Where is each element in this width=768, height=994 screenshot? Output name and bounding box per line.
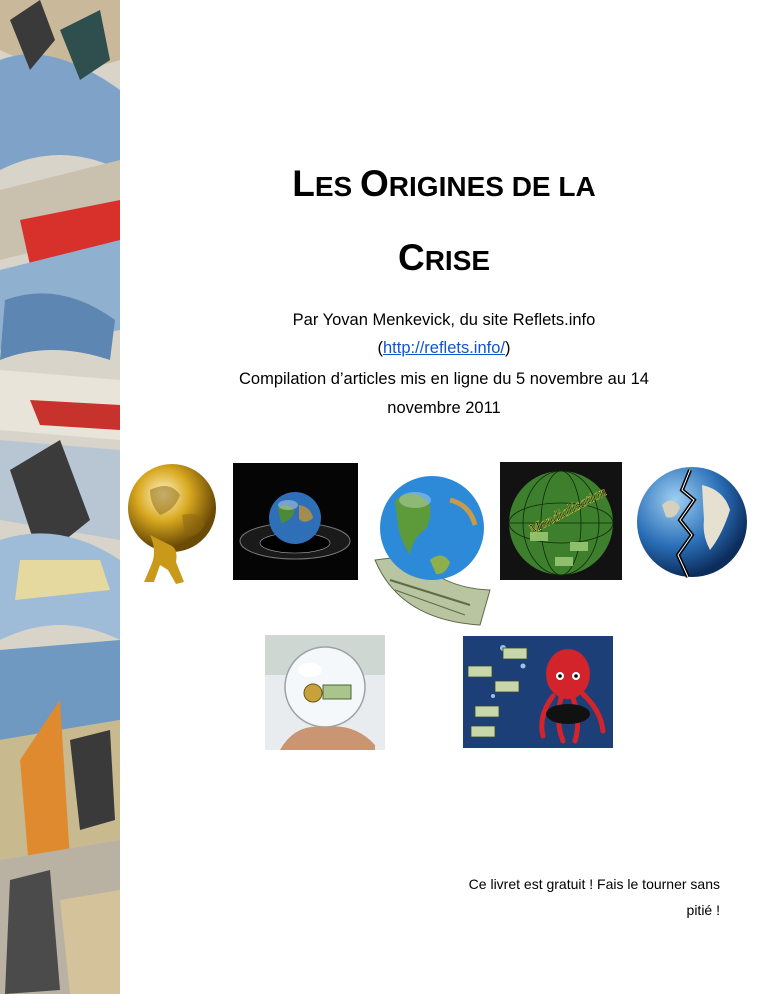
footer-line-2: pitié ! [686, 902, 720, 918]
url-line [120, 335, 768, 362]
cracked-globe-image [632, 465, 750, 580]
reflets-link[interactable]: http://reflets.info/ [383, 339, 505, 357]
mondialisation-label: Mondialisation [526, 484, 610, 539]
crystal-ball-money-image [265, 635, 385, 750]
title-rest-1: ES [314, 171, 361, 202]
title-cap-3: C [397, 237, 425, 278]
document-title-line-2 [120, 237, 768, 279]
mondialisation-money-globe-image [500, 462, 622, 580]
compilation-line-1: Compilation d’articles mis en ligne du 5 novembre au 14 [239, 370, 649, 388]
free-booklet-note [380, 871, 720, 923]
globe-oil-image [233, 463, 358, 580]
footer-line-1: Ce livret est gratuit ! Fais le tourner sans [468, 876, 720, 892]
globe-dollar-image [370, 470, 495, 630]
document-title-line-1 [120, 163, 768, 205]
title-cap-2: O [360, 163, 389, 204]
paren-close: ) [504, 339, 511, 357]
author-line: Par Yovan Menkevick, du site Reflets.info [292, 311, 596, 329]
golden-atlas-globe-image [120, 460, 220, 590]
title-cap-1: L [292, 163, 315, 204]
compilation-line-2: novembre 2011 [387, 399, 501, 417]
paren-open: ( [377, 339, 383, 357]
octopus-money-image [463, 636, 613, 748]
title-rest-3: RISE [424, 245, 491, 276]
title-rest-2: RIGINES DE LA [388, 171, 596, 202]
decorative-side-painting [0, 0, 120, 994]
